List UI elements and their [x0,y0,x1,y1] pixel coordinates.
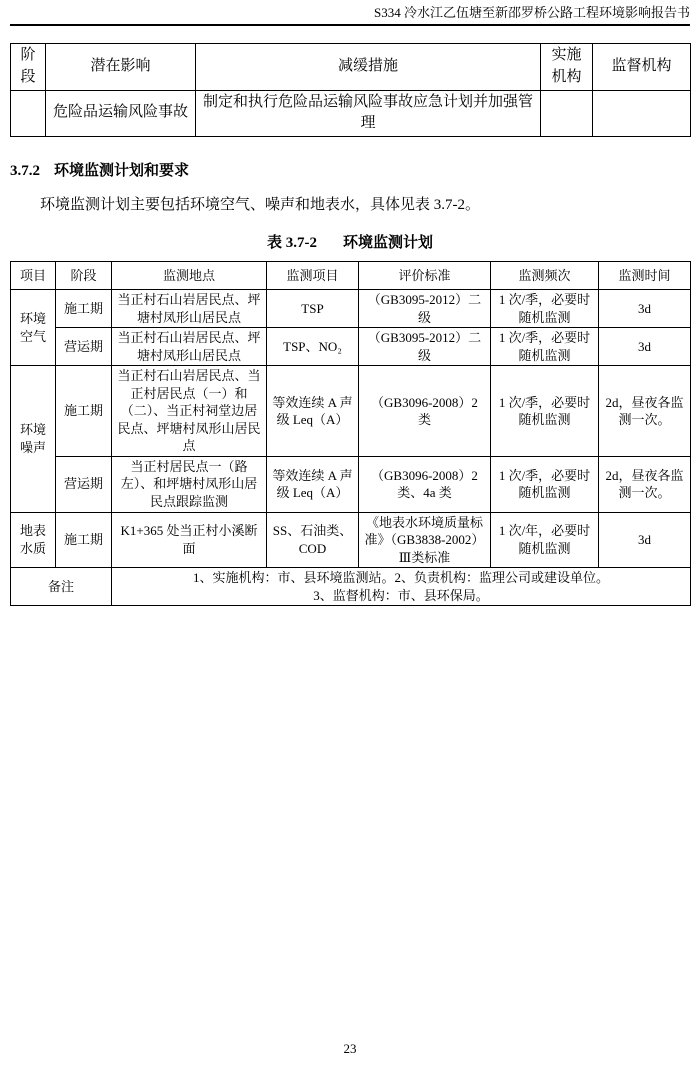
note-content-cell [112,568,691,606]
monitoring-table [10,261,691,606]
param-cell: TSP、NO₂ [267,328,359,366]
table-row-surface-water [11,512,691,568]
table-caption [10,231,690,252]
stage-cell: 营运期 [56,456,112,512]
duration-cell: 3d [599,290,691,328]
monitoring-header-frequency: 监测频次 [491,262,599,290]
standard-cell: （GB3096-2008）2 类、4a 类 [359,456,491,512]
section-heading [10,159,690,180]
table-caption-title: 环境监测计划 [342,235,433,251]
duration-cell: 3d [599,328,691,366]
stage-cell: 营运期 [56,328,112,366]
stage-cell: 施工期 [56,366,112,457]
mitigation-data-row [11,90,691,137]
table-caption-number: 表 3.7-2 [266,235,317,251]
standard-cell: 《地表水环境质量标准》（GB3838-2002）Ⅲ类标准 [359,512,491,568]
location-cell: 当正村石山岩居民点、坪塘村凤形山居民点 [112,328,267,366]
duration-cell: 2d，昼夜各监测一次。 [599,456,691,512]
section-title: 环境监测计划和要求 [54,163,190,179]
table-row-air-construction [11,290,691,328]
monitoring-header-item: 项目 [11,262,56,290]
mitigation-header-measure: 减缓措施 [196,44,541,91]
mitigation-cell-impact: 危险品运输风险事故 [46,90,196,137]
table-row-air-operation [11,328,691,366]
note-line-2: 3、监督机构：市、县环保局。 [313,587,489,603]
location-cell: 当正村石山岩居民点、坪塘村凤形山居民点 [112,290,267,328]
frequency-cell: 1 次/季，必要时随机监测 [491,328,599,366]
monitoring-header-row [11,262,691,290]
frequency-cell: 1 次/年，必要时随机监测 [491,512,599,568]
standard-cell: （GB3096-2008）2 类 [359,366,491,457]
frequency-cell: 1 次/季，必要时随机监测 [491,456,599,512]
mitigation-header-implementer: 实施机构 [541,44,593,91]
param-cell: 等效连续 A 声级 Leq（A） [267,456,359,512]
mitigation-cell-implementer [541,90,593,137]
item-cell-air: 环境空气 [11,290,56,366]
mitigation-table [10,43,691,137]
page-header [10,5,690,26]
standard-cell: （GB3095-2012）二级 [359,290,491,328]
monitoring-header-location: 监测地点 [112,262,267,290]
page-number: 23 [343,1041,357,1056]
stage-cell: 施工期 [56,512,112,568]
param-cell: SS、石油类、COD [267,512,359,568]
mitigation-cell-supervisor [593,90,691,137]
note-label-cell: 备注 [11,568,112,606]
mitigation-header-impact: 潜在影响 [46,44,196,91]
mitigation-header-supervisor: 监督机构 [593,44,691,91]
mitigation-header-stage: 阶段 [11,44,46,91]
item-cell-water: 地表水质 [11,512,56,568]
frequency-cell: 1 次/季，必要时随机监测 [491,366,599,457]
table-row-noise-operation [11,456,691,512]
mitigation-cell-stage [11,90,46,137]
standard-cell: （GB3095-2012）二级 [359,328,491,366]
monitoring-header-param: 监测项目 [267,262,359,290]
mitigation-cell-measure: 制定和执行危险品运输风险事故应急计划并加强管理 [196,90,541,137]
location-cell: 当正村居民点一（路左）、和坪塘村凤形山居民点跟踪监测 [112,456,267,512]
monitoring-header-stage: 阶段 [56,262,112,290]
stage-cell: 施工期 [56,290,112,328]
report-title: S334 冷水江乙伍塘至新邵罗桥公路工程环境影响报告书 [374,5,690,20]
section-number: 3.7.2 [10,163,40,179]
location-cell: 当正村石山岩居民点、当正村居民点（一）和（二）、当正村祠堂边居民点、坪塘村凤形山居民点 [112,366,267,457]
duration-cell: 2d，昼夜各监测一次。 [599,366,691,457]
frequency-cell: 1 次/季，必要时随机监测 [491,290,599,328]
monitoring-header-standard: 评价标准 [359,262,491,290]
mitigation-header-row [11,44,691,91]
param-cell: 等效连续 A 声级 Leq（A） [267,366,359,457]
note-line-1: 1、实施机构：市、县环境监测站。2、负责机构：监理公司或建设单位。 [192,570,609,586]
param-cell: TSP [267,290,359,328]
monitoring-header-duration: 监测时间 [599,262,691,290]
duration-cell: 3d [599,512,691,568]
intro-paragraph: 环境监测计划主要包括环境空气、噪声和地表水，具体见表 3.7-2。 [40,197,480,213]
table-row-notes [11,568,691,606]
table-row-noise-construction [11,366,691,457]
item-cell-noise: 环境噪声 [11,366,56,512]
location-cell: K1+365 处当正村小溪断面 [112,512,267,568]
